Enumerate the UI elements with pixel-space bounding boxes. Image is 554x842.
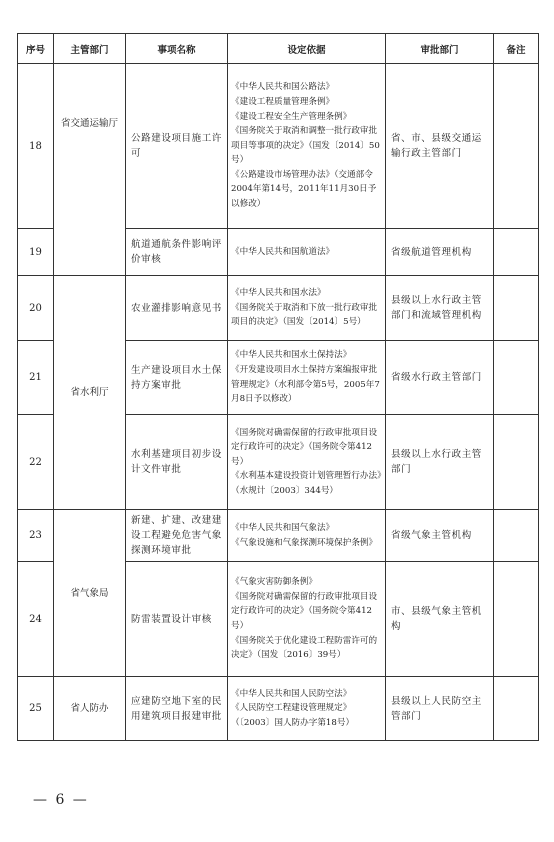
basis-line: 《国务院对确需保留的行政审批项目设定行政许可的决定》（国务院令第412号） [231, 591, 378, 631]
row-basis [228, 276, 386, 341]
row-note [494, 229, 539, 276]
row-seq: 25 [18, 677, 54, 741]
basis-line: 《中华人民共和国航道法》 [231, 246, 335, 257]
basis-line: 《气象灾害防御条例》 [231, 577, 317, 588]
basis-line: 《开发建设项目水土保持方案编报审批管理规定》（水利部令第5号，2005年7月8日予以修改） [231, 364, 380, 405]
row-note [494, 415, 539, 510]
row-item: 生产建设项目水土保持方案审批 [126, 341, 228, 415]
row-item: 农业灌排影响意见书 [126, 276, 228, 341]
row-item: 水利基建项目初步设计文件审批 [126, 415, 228, 510]
row-item: 应建防空地下室的民用建筑项目报建审批 [126, 677, 228, 741]
row-seq: 22 [18, 415, 54, 510]
row-basis [228, 677, 386, 741]
row-seq: 21 [18, 341, 54, 415]
row-seq: 24 [18, 562, 54, 677]
basis-line: 《国务院关于优化建设工程防雷许可的决定》（国发〔2016〕39号） [231, 635, 378, 661]
row-authority: 省级水行政主管部门 [386, 341, 494, 415]
basis-line: 《人民防空工程建设管理规定》（〔2003〕国人防办字第18号） [231, 703, 355, 728]
basis-line: 《国务院关于取消和下放一批行政审批项目的决定》（国发〔2014〕5号） [231, 302, 378, 328]
table-header-row [18, 34, 539, 64]
row-dept: 省气象局 [54, 510, 126, 677]
row-basis [228, 415, 386, 510]
row-item: 防雷装置设计审核 [126, 562, 228, 677]
row-basis [228, 341, 386, 415]
row-authority: 市、县级气象主管机构 [386, 562, 494, 677]
basis-line: 《中华人民共和国公路法》 [231, 82, 335, 93]
table-row [18, 677, 539, 741]
basis-line: 《水利基本建设投资计划管理暂行办法》（水规计〔2003〕344号） [231, 471, 382, 496]
row-authority: 省级航道管理机构 [386, 229, 494, 276]
row-item: 公路建设项目施工许可 [126, 64, 228, 229]
row-item: 新建、扩建、改建建设工程避免危害气象探测环境审批 [126, 510, 228, 562]
basis-line: 《建设工程安全生产管理条例》 [231, 111, 352, 122]
page-number: — 6 — [33, 792, 89, 808]
row-authority: 省级气象主管机构 [386, 510, 494, 562]
header-dept: 主管部门 [54, 34, 126, 64]
row-note [494, 276, 539, 341]
row-item: 航道通航条件影响评价审核 [126, 229, 228, 276]
basis-line: 《国务院对确需保留的行政审批项目设定行政许可的决定》（国务院令第412号） [231, 427, 378, 467]
row-note [494, 562, 539, 677]
row-note [494, 341, 539, 415]
row-basis [228, 562, 386, 677]
header-seq: 序号 [18, 34, 54, 64]
row-basis [228, 64, 386, 229]
row-seq: 23 [18, 510, 54, 562]
row-note [494, 64, 539, 229]
header-note: 备注 [494, 34, 539, 64]
approval-items-table [17, 33, 539, 741]
row-basis [228, 510, 386, 562]
row-authority: 县级以上人民防空主管部门 [386, 677, 494, 741]
row-dept: 省交通运输厅 [54, 64, 126, 276]
header-item: 事项名称 [126, 34, 228, 64]
row-basis [228, 229, 386, 276]
row-seq: 19 [18, 229, 54, 276]
table-row [18, 276, 539, 341]
basis-line: 《中华人民共和国气象法》 [231, 522, 335, 533]
row-dept: 省水利厅 [54, 276, 126, 510]
row-seq: 18 [18, 64, 54, 229]
basis-line: 《中华人民共和国水法》 [231, 288, 326, 299]
basis-line: 《公路建设市场管理办法》（交通部令2004年第14号，2011年11月30日予以修改） [231, 169, 377, 210]
table-row [18, 64, 539, 229]
basis-line: 《国务院关于取消和调整一批行政审批项目等事项的决定》（国发〔2014〕50号） [231, 126, 380, 166]
row-dept: 省人防办 [54, 677, 126, 741]
basis-line: 《建设工程质量管理条例》 [231, 96, 335, 107]
row-authority: 省、市、县级交通运输行政主管部门 [386, 64, 494, 229]
row-seq: 20 [18, 276, 54, 341]
row-authority: 县级以上水行政主管部门 [386, 415, 494, 510]
row-authority: 县级以上水行政主管部门和流域管理机构 [386, 276, 494, 341]
row-note [494, 677, 539, 741]
row-note [494, 510, 539, 562]
table-row [18, 510, 539, 562]
header-authority: 审批部门 [386, 34, 494, 64]
basis-line: 《中华人民共和国人民防空法》 [231, 688, 352, 699]
basis-line: 《气象设施和气象探测环境保护条例》 [231, 537, 378, 548]
header-basis: 设定依据 [228, 34, 386, 64]
basis-line: 《中华人民共和国水土保持法》 [231, 350, 352, 361]
